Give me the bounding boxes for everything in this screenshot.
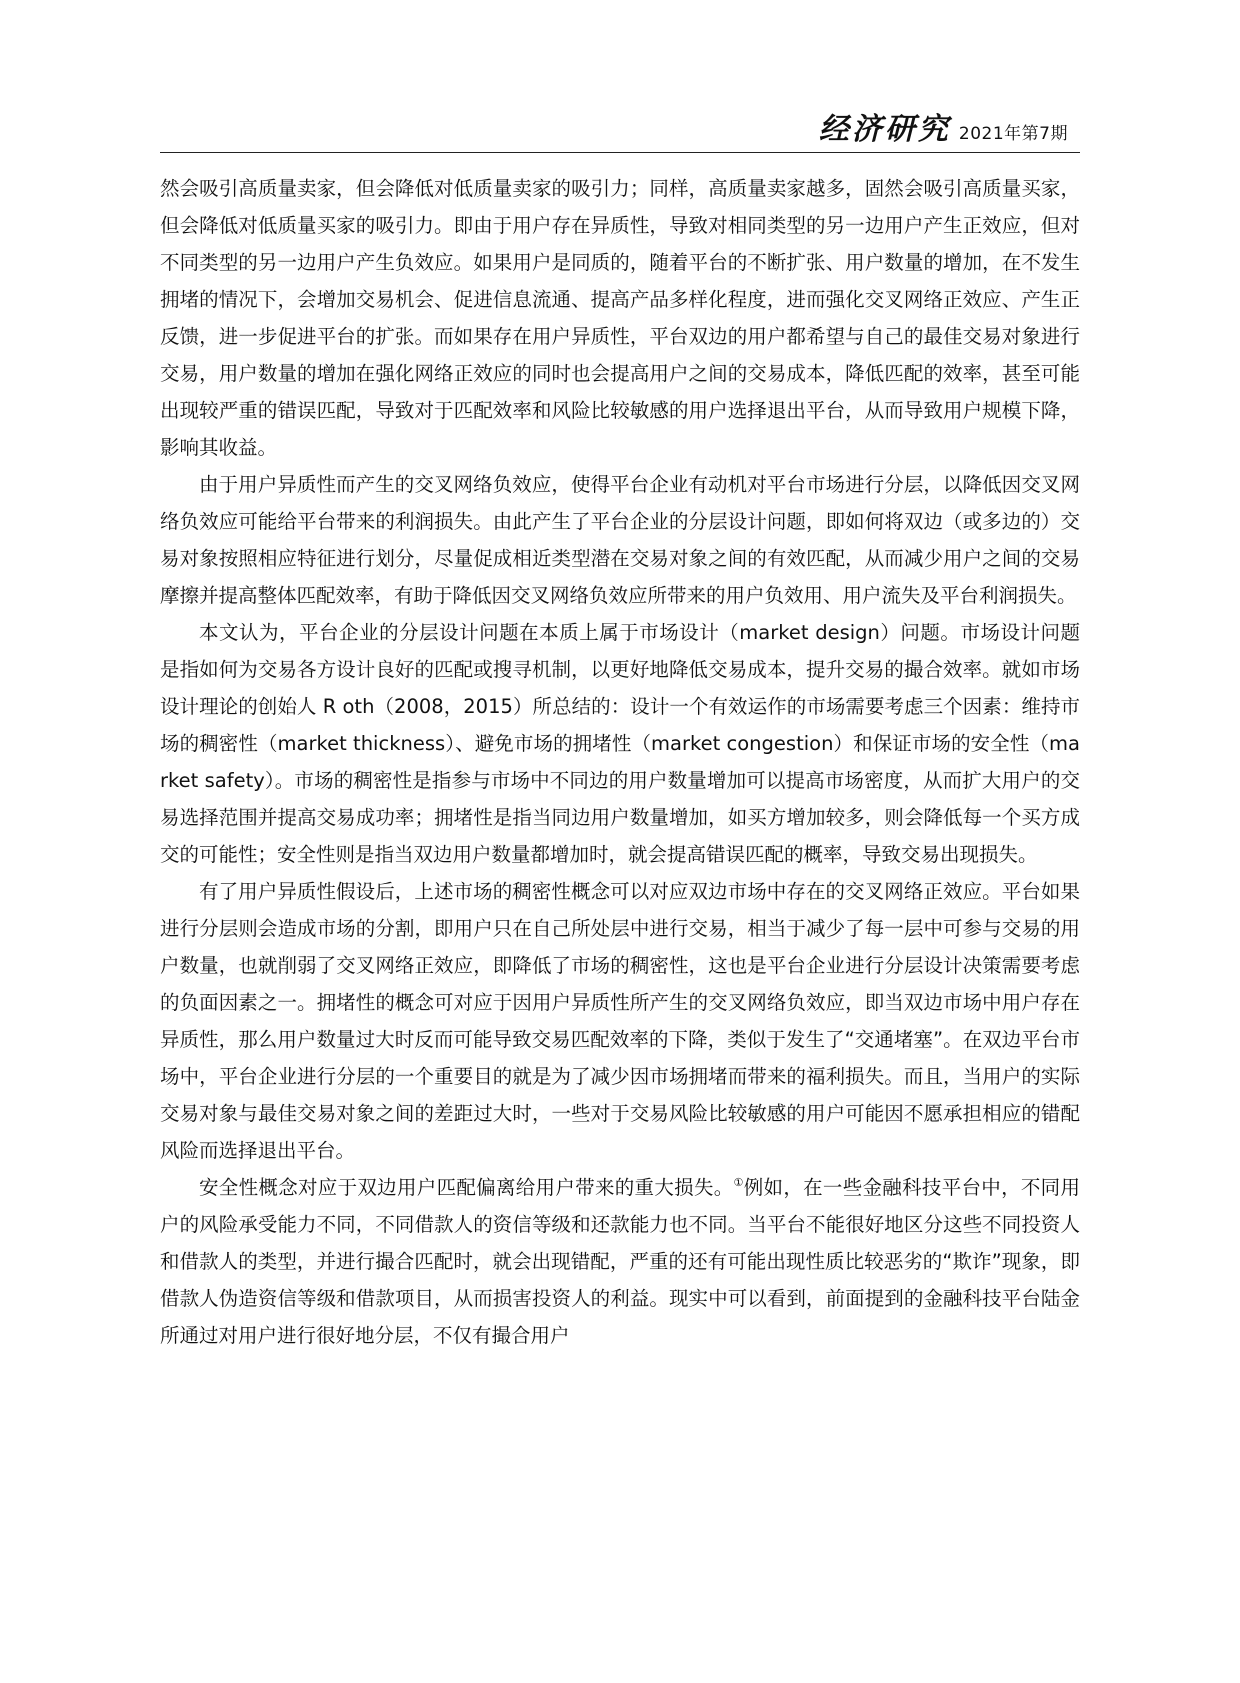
footnote-marker[interactable]: ①: [733, 1176, 744, 1189]
article-body: [160, 170, 1080, 1354]
paragraph-3: 本文认为，平台企业的分层设计问题在本质上属于市场设计（market design）问题。市场设计问题是指如何为交易各方设计良好的匹配或搜寻机制，以更好地降低交易成本，提升交易的撮合效率。就如市场设计理论的创始人 R oth（2008，2015）所总结的：设计一个有效运作的市场需要考虑三个因素：维持市场的稠密性（market thickness）、避免市场的拥堵性（market congestion）和保证市场的安全性（market safety）。市场的稠密性是指参与市场中不同边的用户数量增加可以提高市场密度，从而扩大用户的交易选择范围并提高交易成功率；拥堵性是指当同边用户数量增加，如买方增加较多，则会降低每一个买方成交的可能性；安全性则是指当双边用户数量都增加时，就会提高错误匹配的概率，导致交易出现损失。: [160, 621, 1080, 866]
paragraph-1: 然会吸引高质量卖家，但会降低对低质量卖家的吸引力；同样，高质量卖家越多，固然会吸引高质量买家，但会降低对低质量买家的吸引力。即由于用户存在异质性，导致对相同类型的另一边用户产生正效应，但对不同类型的另一边用户产生负效应。如果用户是同质的，随着平台的不断扩张、用户数量的增加，在不发生拥堵的情况下，会增加交易机会、促进信息流通、提高产品多样化程度，进而强化交叉网络正效应、产生正反馈，进一步促进平台的扩张。而如果存在用户异质性，平台双边的用户都希望与自己的最佳交易对象进行交易，用户数量的增加在强化网络正效应的同时也会提高用户之间的交易成本，降低匹配的效率，甚至可能出现较严重的错误匹配，导致对于匹配效率和风险比较敏感的用户选择退出平台，从而导致用户规模下降，影响其收益。: [160, 177, 1080, 459]
journal-block: [819, 104, 1068, 148]
paragraph-5: [160, 1169, 1080, 1354]
issue-number: 2021年第7期: [958, 124, 1068, 144]
paragraph-5-text-after-note: 例如，在一些金融科技平台中，不同用户的风险承受能力不同，不同借款人的资信等级和还款能力也不同。当平台不能很好地区分这些不同投资人和借款人的类型，并进行撮合匹配时，就会出现错配，严重的还有可能出现性质比较恶劣的“欺诈”现象，即借款人伪造资信等级和借款项目，从而损害投资人的利益。现实中可以看到，前面提到的金融科技平台陆金所通过对用户进行很好地分层，不仅有撮合用户: [160, 1176, 1080, 1347]
paragraph-4: 有了用户异质性假设后，上述市场的稠密性概念可以对应双边市场中存在的交叉网络正效应。平台如果进行分层则会造成市场的分割，即用户只在自己所处层中进行交易，相当于减少了每一层中可参与交易的用户数量，也就削弱了交叉网络正效应，即降低了市场的稠密性，这也是平台企业进行分层设计决策需要考虑的负面因素之一。拥堵性的概念可对应于因用户异质性所产生的交叉网络负效应，即当双边市场中用户存在异质性，那么用户数量过大时反而可能导致交易匹配效率的下降，类似于发生了“交通堵塞”。在双边平台市场中，平台企业进行分层的一个重要目的就是为了减少因市场拥堵而带来的福利损失。而且，当用户的实际交易对象与最佳交易对象之间的差距过大时，一些对于交易风险比较敏感的用户可能因不愿承担相应的错配风险而选择退出平台。: [160, 880, 1080, 1162]
journal-name: 经济研究: [818, 112, 951, 147]
paragraph-2: 由于用户异质性而产生的交叉网络负效应，使得平台企业有动机对平台市场进行分层，以降低因交叉网络负效应可能给平台带来的利润损失。由此产生了平台企业的分层设计问题，即如何将双边（或多边的）交易对象按照相应特征进行划分，尽量促成相近类型潜在交易对象之间的有效匹配，从而减少用户之间的交易摩擦并提高整体匹配效率，有助于降低因交叉网络负效应所带来的用户负效用、用户流失及平台利润损失。: [160, 473, 1080, 607]
paragraph-5-text-before-note: 安全性概念对应于双边用户匹配偏离给用户带来的重大损失。: [199, 1176, 734, 1199]
page-header: [160, 110, 1080, 153]
